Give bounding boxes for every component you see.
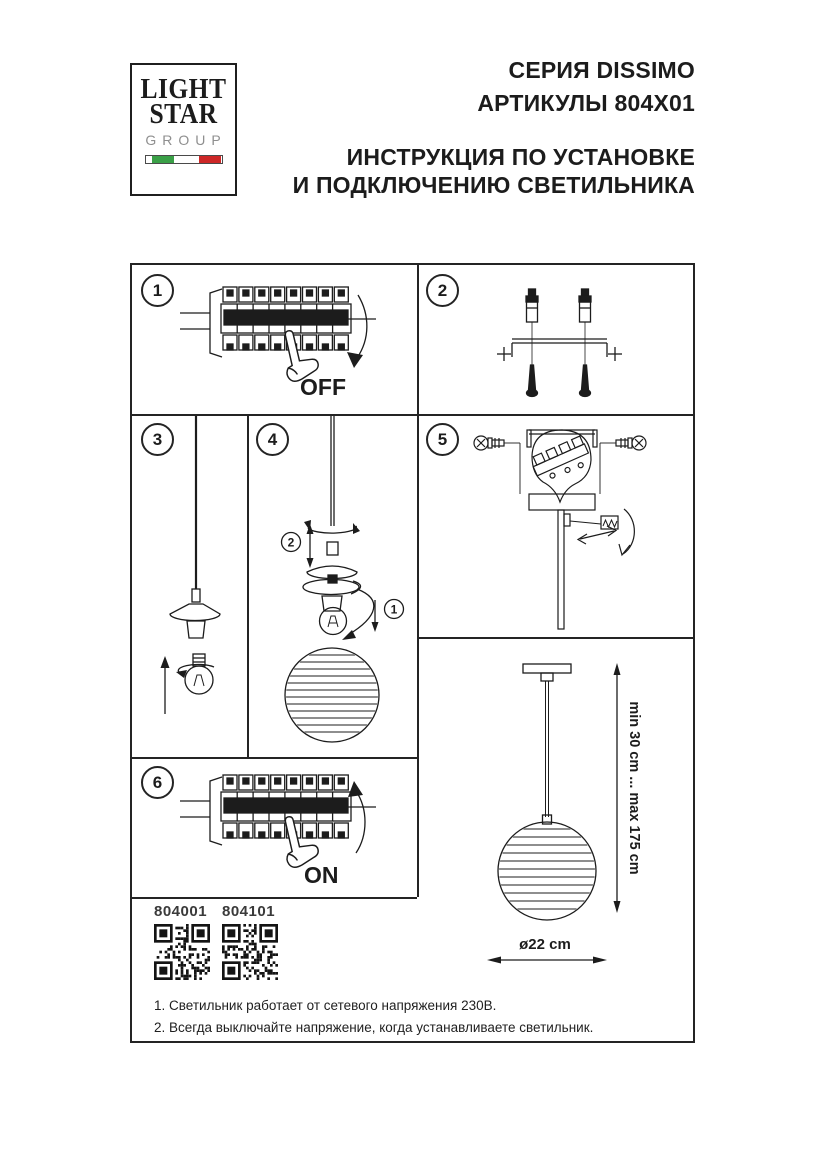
screw-icon	[616, 436, 646, 450]
product-code: 804001	[154, 903, 208, 920]
arrow-up-icon	[356, 791, 365, 853]
canopy-mounting-diagram	[417, 414, 697, 637]
screw-icon	[527, 365, 538, 397]
arrow-down-icon	[372, 600, 379, 632]
instruction-grid	[130, 263, 695, 1043]
height-dimension	[614, 663, 643, 913]
italian-flag-icon	[145, 155, 223, 164]
note-line: 1. Светильник работает от сетевого напряжения 230В.	[154, 998, 497, 1013]
grid-divider	[417, 265, 419, 897]
rotate-arrow-icon	[619, 509, 634, 555]
series-title: СЕРИЯ DISSIMO	[508, 57, 695, 83]
breaker-off-diagram	[132, 265, 417, 414]
safety-notes	[154, 995, 684, 1038]
step-badge-5: 5	[426, 423, 459, 456]
stem	[558, 510, 564, 629]
instruction-title-line2: И ПОДКЛЮЧЕНИЮ СВЕТИЛЬНИКА	[292, 172, 695, 198]
bulb-icon	[185, 654, 213, 694]
ribbed-globe	[277, 648, 387, 742]
on-label: ON	[304, 862, 339, 888]
diameter-dimension	[487, 936, 607, 964]
pendant-lamp-diagram	[132, 414, 247, 757]
breaker-on-diagram	[132, 757, 417, 897]
pointing-hand-icon	[274, 811, 321, 869]
setscrew	[564, 514, 618, 529]
socket	[187, 621, 205, 638]
grid-divider	[247, 414, 249, 757]
screw-icon	[474, 436, 504, 450]
logo-word-light: LIGHT	[140, 73, 227, 105]
grid-divider	[417, 637, 693, 639]
ribbed-globe	[492, 822, 602, 920]
mounting-hardware-diagram	[417, 265, 697, 414]
product-code: 804101	[222, 903, 276, 920]
magnifier-bubble	[530, 430, 593, 502]
step-badge-2: 2	[426, 274, 459, 307]
diameter-label: ø22 cm	[519, 936, 571, 953]
logo-word-star: STAR	[149, 97, 218, 130]
dimensions-diagram	[417, 637, 697, 1045]
qr-code-804001	[154, 924, 210, 980]
callout-2: 2	[287, 535, 295, 550]
step-badge-1: 1	[141, 274, 174, 307]
off-label: OFF	[300, 374, 346, 400]
note-line: 2. Всегда выключайте напряжение, когда устанавливаете светильник.	[154, 1019, 594, 1035]
logo-word-group: GROUP	[145, 131, 227, 148]
mounting-bracket	[497, 339, 622, 361]
anchor-icon	[579, 289, 591, 365]
grid-divider	[132, 757, 417, 759]
shade	[170, 604, 220, 621]
step-badge-3: 3	[141, 423, 174, 456]
callout-1: 1	[390, 602, 398, 617]
insert-curve-arrow-icon	[342, 589, 374, 640]
ceiling-plate	[523, 664, 571, 673]
arrow-up-icon	[161, 656, 170, 714]
step-badge-6: 6	[141, 766, 174, 799]
grid-divider	[132, 414, 693, 416]
anchor-icon	[526, 289, 538, 365]
instruction-title-line1: ИНСТРУКЦИЯ ПО УСТАНОВКЕ	[346, 144, 695, 170]
arrow-down-icon	[357, 295, 367, 358]
screw-icon	[580, 365, 591, 397]
articles-title: АРТИКУЛЫ 804X01	[477, 90, 695, 116]
qr-code-804101	[222, 924, 278, 980]
assembly-diagram	[247, 414, 417, 757]
height-range-label: min 30 cm ... max 175 cm	[626, 701, 642, 875]
grid-divider	[132, 897, 417, 899]
brand-logo	[130, 63, 237, 196]
step-badge-4: 4	[256, 423, 289, 456]
